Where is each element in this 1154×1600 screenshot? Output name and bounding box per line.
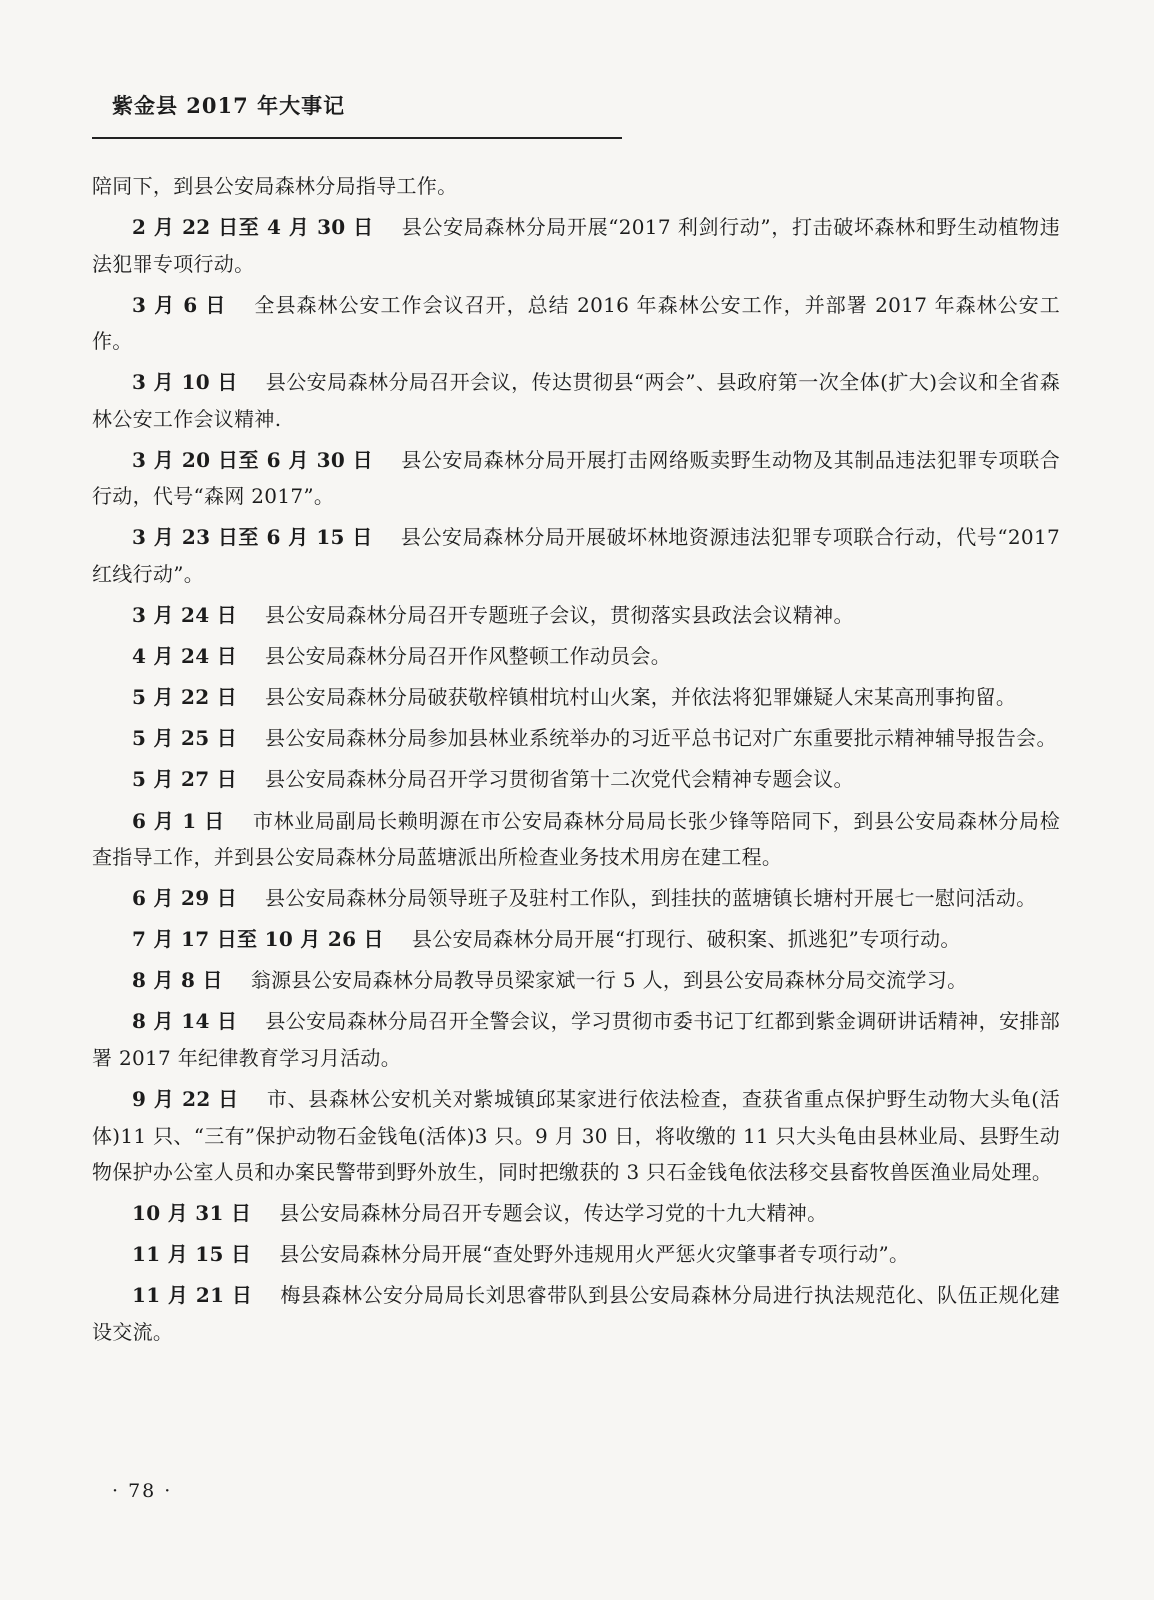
entry-date: 7 月 17 日至 10 月 26 日 xyxy=(132,927,384,952)
chronicle-entry xyxy=(92,1081,1060,1191)
page-number: · 78 · xyxy=(112,1480,173,1502)
chronicle-entry xyxy=(92,442,1060,515)
entry-date: 3 月 10 日 xyxy=(132,370,238,395)
chronicle-entry xyxy=(92,921,1060,958)
chronicle-entry xyxy=(92,364,1060,437)
entry-text: 县公安局森林分局开展“2017 利剑行动”，打击破坏森林和野生动植物违法犯罪专项行动。 xyxy=(92,215,1060,276)
chronicle-entry xyxy=(92,287,1060,360)
entry-date: 6 月 29 日 xyxy=(132,886,238,911)
entry-text: 县公安局森林分局召开会议，传达贯彻县“两会”、县政府第一次全体(扩大)会议和全省森林公安工作会议精神. xyxy=(92,370,1060,431)
entry-date: 10 月 31 日 xyxy=(132,1201,252,1226)
header-rule xyxy=(92,137,622,139)
entry-text: 市林业局副局长赖明源在市公安局森林分局局长张少锋等陪同下，到县公安局森林分局检查指导工作，并到县公安局森林分局蓝塘派出所检查业务技术用房在建工程。 xyxy=(92,808,1060,870)
entry-date: 8 月 14 日 xyxy=(132,1009,238,1034)
entry-date: 5 月 22 日 xyxy=(132,685,238,710)
entry-text: 县公安局森林分局召开学习贯彻省第十二次党代会精神专题会议。 xyxy=(265,767,854,792)
chronicle-entry xyxy=(92,638,1060,675)
chronicle-entry xyxy=(92,679,1060,716)
entry-date: 5 月 27 日 xyxy=(132,767,238,792)
entry-text: 市、县森林公安机关对紫城镇邱某家进行依法检查，查获省重点保护野生动物大头龟(活体)11 只、“三有”保护动物石金钱龟(活体)3 只。9 月 30 日，将收缴的 11 只大头龟由县林业局、县野生动物保护办公室人员和办案民警带到野外放生，同时把缴获的 3 只石金钱龟依法移交县畜牧兽医渔业局处理。 xyxy=(92,1087,1060,1184)
entry-date: 3 月 23 日至 6 月 15 日 xyxy=(132,525,373,550)
entry-text: 县公安局森林分局召开全警会议，学习贯彻市委书记丁红都到紫金调研讲话精神，安排部署 2017 年纪律教育学习月活动。 xyxy=(92,1009,1060,1070)
chronicle-entry xyxy=(92,168,1060,205)
entry-date: 11 月 15 日 xyxy=(132,1242,252,1267)
chronicle-entry xyxy=(92,209,1060,282)
entry-date: 3 月 20 日至 6 月 30 日 xyxy=(132,447,374,472)
entry-date: 2 月 22 日至 4 月 30 日 xyxy=(132,215,374,240)
entry-text: 梅县森林公安分局局长刘思睿带队到县公安局森林分局进行执法规范化、队伍正规化建设交流。 xyxy=(92,1283,1060,1344)
chronicle-entry xyxy=(92,1003,1060,1076)
entry-text: 县公安局森林分局领导班子及驻村工作队，到挂扶的蓝塘镇长塘村开展七一慰问活动。 xyxy=(265,886,1037,911)
chronicle-entry xyxy=(92,962,1060,999)
entry-date: 5 月 25 日 xyxy=(132,726,238,751)
entry-text: 县公安局森林分局召开专题会议，传达学习党的十九大精神。 xyxy=(279,1201,828,1226)
chronicle-entry xyxy=(92,720,1060,757)
entry-date: 11 月 21 日 xyxy=(132,1283,253,1308)
entry-text: 县公安局森林分局破获敬梓镇柑坑村山火案，并依法将犯罪嫌疑人宋某高刑事拘留。 xyxy=(265,685,1017,710)
entry-text: 县公安局森林分局开展“打现行、破积案、抓逃犯”专项行动。 xyxy=(411,927,961,952)
entry-text: 县公安局森林分局开展打击网络贩卖野生动物及其制品违法犯罪专项联合行动，代号“森网 2017”。 xyxy=(92,447,1060,509)
chronicle-entry xyxy=(92,880,1060,917)
entry-text: 县公安局森林分局开展破坏林地资源违法犯罪专项联合行动，代号“2017 红线行动”。 xyxy=(92,525,1060,586)
chronicle-entry xyxy=(92,1236,1060,1273)
entry-date: 4 月 24 日 xyxy=(132,644,238,669)
entry-date: 3 月 24 日 xyxy=(132,603,238,628)
entry-text: 陪同下，到县公安局森林分局指导工作。 xyxy=(92,174,458,198)
chronicle-entry xyxy=(92,1195,1060,1232)
entry-date: 8 月 8 日 xyxy=(132,968,223,993)
entry-date: 6 月 1 日 xyxy=(132,808,225,833)
entry-text: 县公安局森林分局召开专题班子会议，贯彻落实县政法会议精神。 xyxy=(265,603,854,628)
entry-date: 9 月 22 日 xyxy=(132,1087,239,1111)
chronicle-entry xyxy=(92,597,1060,634)
running-header: 紫金县 2017 年大事记 xyxy=(112,93,346,118)
entry-date: 3 月 6 日 xyxy=(132,292,227,317)
entry-text: 全县森林公安工作会议召开，总结 2016 年森林公安工作，并部署 2017 年森林公安工作。 xyxy=(92,292,1060,354)
entry-text: 县公安局森林分局开展“查处野外违规用火严惩火灾肇事者专项行动”。 xyxy=(279,1242,910,1267)
chronicle-content xyxy=(92,168,1060,1355)
entry-text: 翁源县公安局森林分局教导员梁家斌一行 5 人，到县公安局森林分局交流学习。 xyxy=(250,968,968,993)
entry-text: 县公安局森林分局召开作风整顿工作动员会。 xyxy=(265,644,672,669)
chronicle-entry xyxy=(92,519,1060,592)
chronicle-entry xyxy=(92,803,1060,876)
entry-text: 县公安局森林分局参加县林业系统举办的习近平总书记对广东重要批示精神辅导报告会。 xyxy=(265,726,1057,751)
chronicle-entry xyxy=(92,1277,1060,1350)
chronicle-entry xyxy=(92,761,1060,798)
